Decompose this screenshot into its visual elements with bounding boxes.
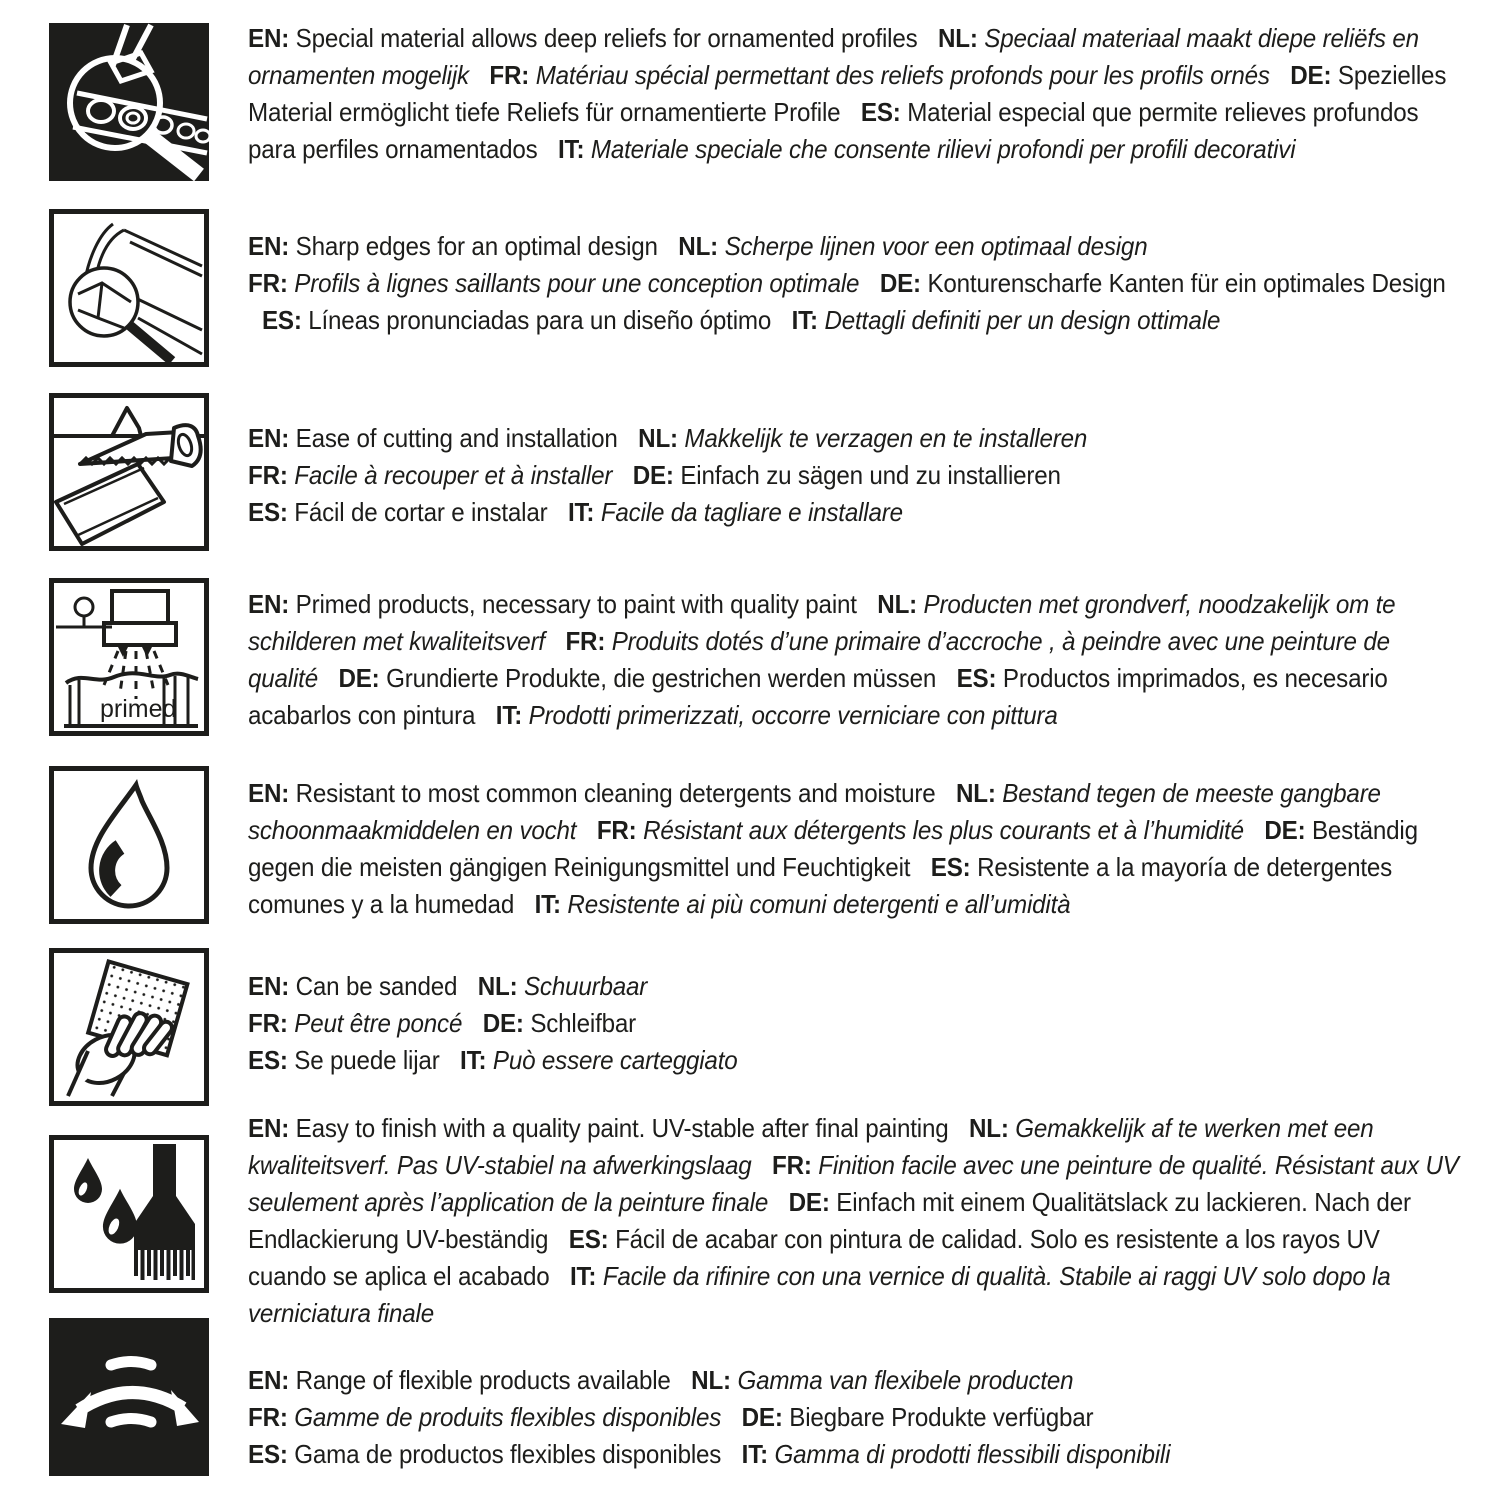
magnifier-handle: [149, 136, 199, 175]
feature-description: Schuurbaar: [523, 971, 648, 1001]
flex-bar-bottom: [111, 1419, 151, 1423]
feature-description: Facile à recouper et à installer: [294, 460, 613, 490]
ornament-oval: [88, 100, 114, 122]
magnifier-lens: [70, 268, 138, 336]
feature-description: Primed products, necessary to paint with quality paint: [295, 589, 857, 619]
ornament-oval: [120, 107, 146, 129]
profile-edge: [130, 242, 202, 276]
language-label-fr: FR:: [489, 60, 530, 90]
language-label-nl: NL:: [691, 1365, 731, 1395]
profile-edge: [124, 230, 202, 266]
feature-description: Easy to finish with a quality paint. UV-stable after final painting: [295, 1113, 949, 1143]
language-label-es: ES:: [248, 1439, 288, 1469]
arrowhead-left: [61, 1392, 91, 1428]
feature-description: Resistant to most common cleaning detergents and moisture: [295, 778, 936, 808]
feature-description: Biegbare Produkte verfügbar: [789, 1402, 1094, 1432]
language-label-fr: FR:: [248, 1008, 288, 1038]
language-label-it: IT:: [558, 134, 585, 164]
feature-description: Peut être poncé: [294, 1008, 463, 1038]
feature-description: Material especial que permite relieves profundos para perfiles ornamentados: [248, 97, 1419, 164]
ornament-oval: [196, 130, 209, 142]
feature-description: Gamma van flexibele producten: [737, 1365, 1074, 1395]
language-label-nl: NL:: [477, 971, 518, 1001]
primed-label: primed: [100, 695, 177, 723]
language-label-fr: FR:: [248, 268, 288, 298]
language-label-de: DE:: [788, 1187, 830, 1217]
feature-description: Scherpe lijnen voor een optimaal design: [724, 231, 1148, 261]
spray-nozzle-band: [104, 623, 176, 645]
water-drop-icon: [49, 766, 209, 924]
feature-description: Resistente a la mayoría de detergentes comunes y a la humedad: [248, 852, 1393, 919]
feature-text: [248, 228, 1459, 339]
language-label-es: ES:: [568, 1224, 609, 1254]
profile-top: [112, 408, 141, 436]
feature-text: [248, 968, 1459, 1079]
feature-description: Fácil de cortar e instalar: [294, 497, 548, 527]
drop-outline: [91, 785, 167, 906]
paint-brush: [134, 1144, 195, 1280]
feature-description: Beständig gegen die meisten gängigen Reinigungsmittel und Feuchtigkeit: [248, 815, 1418, 882]
language-label-es: ES:: [248, 497, 288, 527]
feature-description: Facile da rifinire con una vernice di qualità. Stabile ai raggi UV solo dopo la verniciatura finale: [248, 1261, 1391, 1328]
feature-description: Facile da tagliare e installare: [600, 497, 903, 527]
language-label-es: ES:: [261, 305, 302, 335]
feature-description: Ease of cutting and installation: [295, 423, 618, 453]
ornament-oval: [178, 124, 194, 138]
language-label-en: EN:: [248, 1365, 290, 1395]
language-label-de: DE:: [1290, 60, 1332, 90]
feature-description: Prodotti primerizzati, occorre verniciare con pittura: [528, 700, 1058, 730]
language-label-es: ES:: [248, 1045, 288, 1075]
feature-text: [248, 775, 1459, 923]
feature-text: [248, 1110, 1459, 1332]
gauge: [75, 598, 93, 616]
feature-description: Dettagli definiti per un design ottimale: [824, 305, 1221, 335]
language-label-en: EN:: [248, 231, 290, 261]
language-label-nl: NL:: [678, 231, 719, 261]
language-label-nl: NL:: [968, 1113, 1009, 1143]
sanding-hand-icon: [49, 948, 209, 1106]
language-label-it: IT:: [741, 1439, 769, 1469]
feature-text: [248, 20, 1459, 168]
feature-description: Materiale speciale che consente rilievi profondi per profili decorativi: [590, 134, 1296, 164]
feature-description: Productos imprimados, es necesario acabarlos con pintura: [248, 663, 1388, 730]
feature-text: [248, 420, 1459, 531]
language-label-es: ES:: [930, 852, 971, 882]
deep-relief-magnifier-icon: [49, 23, 209, 181]
language-label-fr: FR:: [565, 626, 606, 656]
language-label-nl: NL:: [638, 423, 678, 453]
paint-brush-drops-icon: [49, 1135, 209, 1293]
feature-description: Profils à lignes saillants pour une conception optimale: [294, 268, 860, 298]
language-label-it: IT:: [569, 1261, 597, 1291]
feature-text: [248, 586, 1459, 734]
arrowhead-right: [171, 1390, 199, 1426]
feature-description: Gamma di prodotti flessibili disponibili: [774, 1439, 1171, 1469]
language-label-de: DE:: [482, 1008, 524, 1038]
language-label-es: ES:: [956, 663, 997, 693]
feature-description: Gamme de produits flexibles disponibles: [294, 1402, 722, 1432]
flex-bar-top: [111, 1362, 151, 1366]
ornament-oval: [127, 113, 139, 123]
feature-description: Spezielles Material ermöglicht tiefe Reliefs für ornamentierte Profile: [248, 60, 1447, 127]
language-label-en: EN:: [248, 1113, 290, 1143]
feature-description: Produits dotés d’une primaire d’accroche , à peindre avec une peinture de qualité: [248, 626, 1390, 693]
shadow-edge: [128, 324, 172, 361]
language-label-de: DE:: [879, 268, 921, 298]
feature-description: Gama de productos flexibles disponibles: [294, 1439, 722, 1469]
feature-description: Résistant aux détergents les plus courants et à l’humidité: [643, 815, 1244, 845]
language-label-en: EN:: [248, 971, 290, 1001]
language-label-es: ES:: [860, 97, 901, 127]
language-label-nl: NL:: [956, 778, 996, 808]
feature-description: Producten met grondverf, noodzakelijk om te schilderen met kwaliteitsverf: [248, 589, 1396, 656]
feature-description: Grundierte Produkte, die gestrichen werden müssen: [386, 663, 937, 693]
language-label-de: DE:: [632, 460, 674, 490]
feature-description: Se puede lijar: [294, 1045, 440, 1075]
feature-description: Gemakkelijk af te werken met een kwaliteitsverf. Pas UV-stabiel na afwerkingslaag: [248, 1113, 1374, 1180]
language-label-fr: FR:: [248, 1402, 288, 1432]
sharp-edges-magnifier-icon: [49, 209, 209, 367]
feature-description: Speciaal materiaal maakt diepe reliëfs en ornamenten mogelijk: [248, 23, 1419, 90]
feature-description: Makkelijk te verzagen en te installeren: [684, 423, 1088, 453]
language-label-de: DE:: [741, 1402, 783, 1432]
paint-drop: [103, 1189, 137, 1244]
language-label-it: IT:: [460, 1045, 487, 1075]
molding-edge: [77, 93, 207, 119]
feature-description: Schleifbar: [530, 1008, 636, 1038]
language-label-fr: FR:: [248, 460, 288, 490]
feature-description: Può essere carteggiato: [492, 1045, 738, 1075]
language-label-en: EN:: [248, 23, 290, 53]
flexible-arrow-icon: [49, 1318, 209, 1476]
language-label-de: DE:: [1264, 815, 1306, 845]
feature-description: Einfach mit einem Qualitätslack zu lackieren. Nach der Endlackierung UV-beständig: [248, 1187, 1411, 1254]
flex-arrow-arc: [79, 1392, 183, 1410]
feature-description: Finition facile avec une peinture de qualité. Résistant aux UV seulement après l’application de la peinture finale: [248, 1150, 1459, 1217]
saw-handle: [171, 425, 201, 466]
language-label-it: IT:: [534, 889, 561, 919]
feature-description: Can be sanded: [295, 971, 458, 1001]
feature-description: Konturenscharfe Kanten für ein optimales Design: [927, 268, 1446, 298]
primer-spray-icon: [49, 578, 209, 736]
language-label-fr: FR:: [772, 1150, 812, 1180]
feature-description: Fácil de acabar con pintura de calidad. Solo es resistente a los rayos UV cuando se aplica el acabado: [248, 1224, 1380, 1291]
feature-description: Líneas pronunciadas para un diseño óptimo: [308, 305, 772, 335]
language-label-en: EN:: [248, 589, 290, 619]
language-label-it: IT:: [791, 305, 818, 335]
feature-description: Matériau spécial permettant des reliefs profonds pour les profils ornés: [535, 60, 1270, 90]
feature-text: [248, 1362, 1459, 1473]
feature-description: Sharp edges for an optimal design: [295, 231, 658, 261]
language-label-nl: NL:: [877, 589, 918, 619]
language-label-en: EN:: [248, 778, 290, 808]
language-label-fr: FR:: [596, 815, 637, 845]
language-label-de: DE:: [338, 663, 380, 693]
feature-description: Range of flexible products available: [295, 1365, 671, 1395]
feature-description: Resistente ai più comuni detergenti e all’umidità: [567, 889, 1071, 919]
feature-description: Bestand tegen de meeste gangbare schoonmaakmiddelen en vocht: [248, 778, 1381, 845]
paint-drop: [74, 1158, 102, 1203]
board-top: [66, 673, 198, 683]
saw-cutting-icon: [49, 393, 209, 551]
language-label-it: IT:: [567, 497, 595, 527]
feature-description: Einfach zu sägen und zu installieren: [680, 460, 1061, 490]
language-label-en: EN:: [248, 423, 290, 453]
language-label-it: IT:: [495, 700, 523, 730]
language-label-nl: NL:: [938, 23, 978, 53]
feature-description: Special material allows deep reliefs for ornamented profiles: [295, 23, 918, 53]
